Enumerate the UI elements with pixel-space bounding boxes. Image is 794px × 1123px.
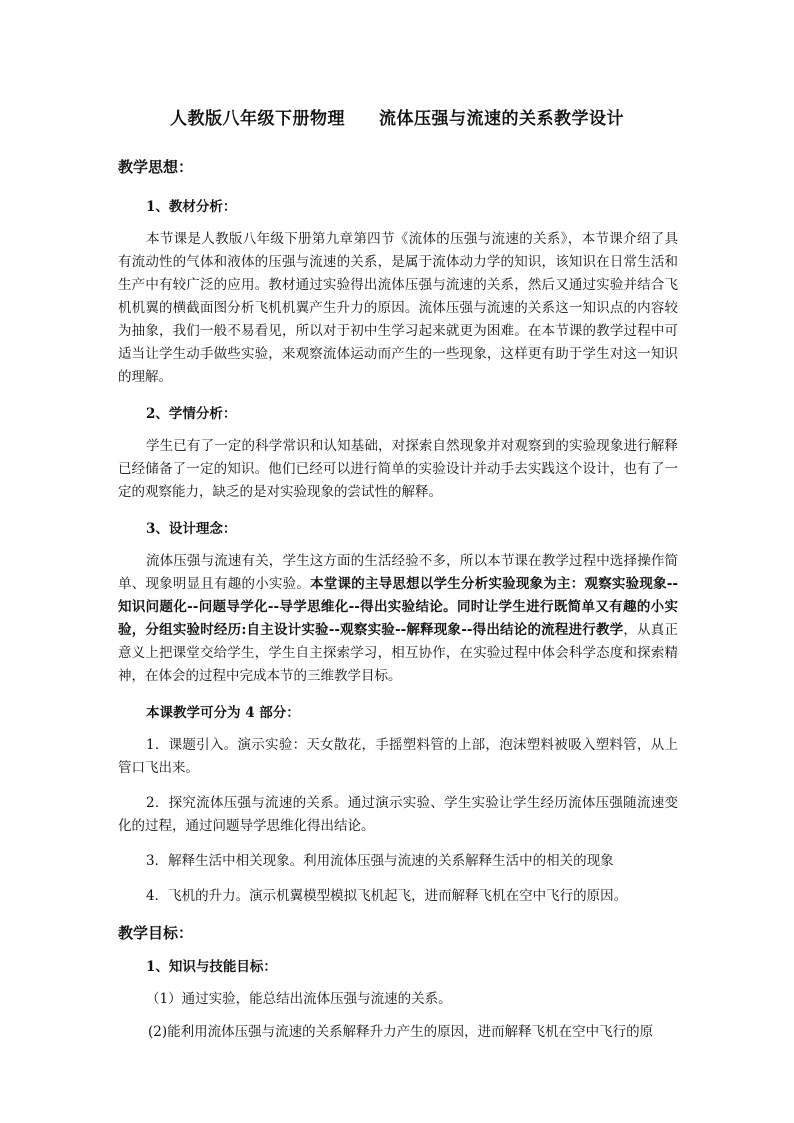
design-text-bold: 本堂课的主导思想以学生分析实验现象为主：观察实验现象--知识问题化--问题导学化--导学思维化--得出实验结论。同时让学生进行既简单又有趣的小实验，分组实验时经历:自主设计实验--观察实验--解释现象--得出结论的流程进行教学 bbox=[118, 576, 678, 638]
goal-skill-1: （1）通过实验，能总结出流体压强与流速的关系。 bbox=[146, 991, 452, 1007]
paragraph-textbook-analysis: 本节课是人教版八年级下册第九章第四节《流体的压强与流速的关系》，本节课介绍了具有流动性的气体和液体的压强与流速的关系，是属于流体动力学的知识，该知识在日常生活和生产中有较广泛的应用。教材通过实验得出流体压强与流速的关系，然后又通过实验并结合飞机机翼的横截面图分析飞机机翼产生升力的原因。流体压强与流速的关系这一知识点的内容较为抽象，我们一般不易看见，所以对于初中生学习起来就更为困难。在本节课的教学过程中可适当让学生动手做些实验，来观察流体运动而产生的一些现象，这样更有助于学生对这一知识的理解。 bbox=[118, 231, 678, 385]
paragraph-learner-analysis: 学生已有了一定的科学常识和认知基础，对探索自然现象并对观察到的实验现象进行解释已经储备了一定的知识。他们已经可以进行简单的实验设计并动手去实践这个设计，也有了一定的观察能力，缺乏的是对实验现象的尝试性的解释。 bbox=[118, 438, 678, 500]
title-part-2: 流体压强与流速的关系教学设计 bbox=[379, 109, 624, 129]
lesson-part-3: 3．解释生活中相关现象。利用流体压强与流速的关系解释生活中的相关的现象 bbox=[146, 853, 614, 869]
lesson-part-4: 4．飞机的升力。演示机翼模型模拟飞机起飞，进而解释飞机在空中飞行的原因。 bbox=[146, 888, 628, 904]
lesson-part-2: 2．探究流体压强与流速的关系。通过演示实验、学生实验让学生经历流体压强随流速变化的过程，通过问题导学思维化得出结论。 bbox=[118, 795, 678, 834]
lesson-part-1: 1．课题引入。演示实验：天女散花，手摇塑料管的上部，泡沫塑料被吸入塑料管，从上管口飞出来。 bbox=[118, 737, 678, 776]
design-text-end: ，从真正意义上把课堂交给学生，学生自主探索学习，相互协作，在实验过程中体会科学态度和探索精神，在体会的过程中完成本节的三维教学目标。 bbox=[118, 622, 679, 684]
heading-teaching-goals: 教学目标： bbox=[118, 924, 194, 942]
heading-teaching-thought: 教学思想： bbox=[118, 158, 194, 176]
heading-learner-analysis: 2、学情分析： bbox=[146, 406, 237, 422]
heading-design-concept: 3、设计理念： bbox=[146, 521, 237, 537]
document-body bbox=[118, 154, 678, 1054]
heading-lesson-parts: 本课教学可分为 4 部分： bbox=[146, 705, 300, 721]
goal-skill-2: (2)能利用流体压强与流速的关系解释升力产生的原因，进而解释飞机在空中飞行的原 bbox=[148, 1024, 654, 1040]
heading-knowledge-skills: 1、知识与技能目标： bbox=[146, 959, 277, 975]
page-title bbox=[0, 104, 794, 129]
title-part-1: 人教版八年级下册物理 bbox=[170, 109, 345, 129]
design-text-start: 流体压强与流速有关，学生这方面的生活经验不多，所以本节课在教学过程中选择操作简单、现象明显且有趣的小实验。 bbox=[118, 553, 678, 592]
heading-textbook-analysis: 1、教材分析： bbox=[146, 199, 237, 215]
paragraph-design-concept bbox=[118, 550, 678, 688]
